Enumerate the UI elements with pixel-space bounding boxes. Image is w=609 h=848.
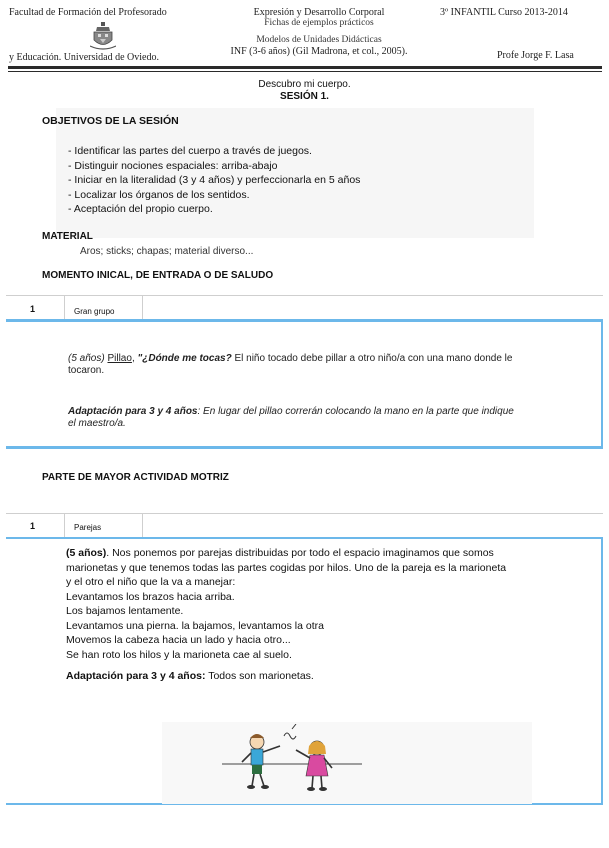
marionette-description bbox=[66, 546, 506, 662]
header-rule-thin bbox=[8, 71, 602, 72]
header-subject: Expresión y Desarrollo Corporal bbox=[253, 7, 385, 18]
table-border bbox=[6, 295, 603, 296]
separator: , bbox=[131, 353, 138, 364]
main-part-heading: PARTE DE MAYOR ACTIVIDAD MOTRIZ bbox=[42, 472, 229, 483]
table-border bbox=[64, 295, 65, 319]
table-border bbox=[64, 513, 65, 537]
marionette-adaptation bbox=[66, 669, 314, 684]
game-question: "¿Dónde me tocas? bbox=[137, 353, 232, 364]
objective-item: - Distinguir nociones espaciales: arriba-abajo bbox=[68, 159, 278, 172]
objective-item: - Localizar los órganos de los sentidos. bbox=[68, 188, 250, 201]
table-border bbox=[6, 513, 603, 514]
header-faculty: Facultad de Formación del Profesorado bbox=[9, 7, 167, 18]
box-border-top bbox=[6, 319, 603, 322]
box-border-right bbox=[601, 537, 603, 804]
header-cards: Fichas de ejemplos prácticos bbox=[264, 18, 374, 28]
adaptation-text: Todos son marionetas. bbox=[205, 670, 314, 682]
children-illustration bbox=[222, 724, 362, 794]
objectives-heading: OBJETIVOS DE LA SESIÓN bbox=[42, 115, 179, 127]
activity-text: El niño tocado debe pillar a otro niño/a con una mano donde le tocaron. bbox=[68, 353, 513, 376]
session-title: SESIÓN 1. bbox=[280, 91, 329, 102]
box-border-right bbox=[601, 319, 603, 448]
description-line: y el otro el niño que la va a manejar: bbox=[66, 576, 236, 588]
material-heading: MATERIAL bbox=[42, 231, 93, 242]
step-item: Movemos la cabeza hacia un lado y hacia otro... bbox=[66, 634, 291, 646]
description-line: (5 años). Nos ponemos por parejas distribuidas por todo el espacio imaginamos que somos bbox=[66, 547, 494, 559]
session-subtitle: Descubro mi cuerpo. bbox=[258, 79, 351, 90]
header-models: Modelos de Unidades Didácticas bbox=[256, 35, 382, 45]
activity-number: 1 bbox=[30, 304, 36, 314]
header-rule-thick bbox=[8, 66, 602, 69]
activity-number: 1 bbox=[30, 521, 36, 531]
objective-item: - Aceptación del propio cuerpo. bbox=[68, 203, 213, 216]
step-item: Levantamos una pierna. la bajamos, levantamos la otra bbox=[66, 619, 324, 632]
age-label: (5 años) bbox=[66, 547, 107, 559]
description-line: marionetas y que tenemos todas las partes cogidas por hilos. Uno de la pareja es la marioneta bbox=[66, 561, 507, 574]
activity-group-label: Gran grupo bbox=[74, 307, 115, 316]
adaptation-description bbox=[68, 406, 524, 430]
box-border-bottom bbox=[6, 446, 603, 449]
objective-item: - Identificar las partes del cuerpo a través de juegos. bbox=[68, 145, 312, 157]
header-university: y Educación. Universidad de Oviedo. bbox=[9, 52, 159, 63]
adaptation-label: Adaptación para 3 y 4 años: bbox=[66, 670, 206, 682]
step-item: Levantamos los brazos hacia arriba. bbox=[66, 590, 235, 603]
table-border bbox=[142, 295, 143, 319]
header-course-year: 3º INFANTIL Curso 2013-2014 bbox=[440, 7, 568, 18]
adaptation-label: Adaptación para 3 y 4 años bbox=[68, 406, 198, 417]
activity-description bbox=[68, 353, 524, 377]
moment-intro-heading: MOMENTO INICAL, DE ENTRADA O DE SALUDO bbox=[42, 270, 274, 281]
header-course-info bbox=[208, 7, 430, 57]
header-teacher: Profe Jorge F. Lasa bbox=[497, 50, 574, 61]
step-item: Se han roto los hilos y la marioneta cae al suelo. bbox=[66, 648, 292, 661]
header-reference: INF (3-6 años) (Gil Madrona, et col., 2005). bbox=[230, 46, 408, 57]
box-border-top bbox=[6, 537, 603, 539]
university-seal bbox=[90, 22, 116, 50]
activity-group-label: Parejas bbox=[74, 523, 102, 532]
objectives-list bbox=[68, 144, 360, 217]
material-text: Aros; sticks; chapas; material diverso... bbox=[80, 246, 254, 257]
step-item: Los bajamos lentamente. bbox=[66, 605, 184, 617]
table-border bbox=[142, 513, 143, 537]
adaptation-text: : En lugar del pillao correrán colocando la mano en la parte que indique el maestro/a. bbox=[68, 406, 514, 429]
objective-item: - Iniciar en la literalidad (3 y 4 años) y perfeccionarla en 5 años bbox=[68, 174, 361, 187]
game-name: Pillao bbox=[107, 353, 132, 364]
age-label: (5 años) bbox=[68, 353, 108, 364]
